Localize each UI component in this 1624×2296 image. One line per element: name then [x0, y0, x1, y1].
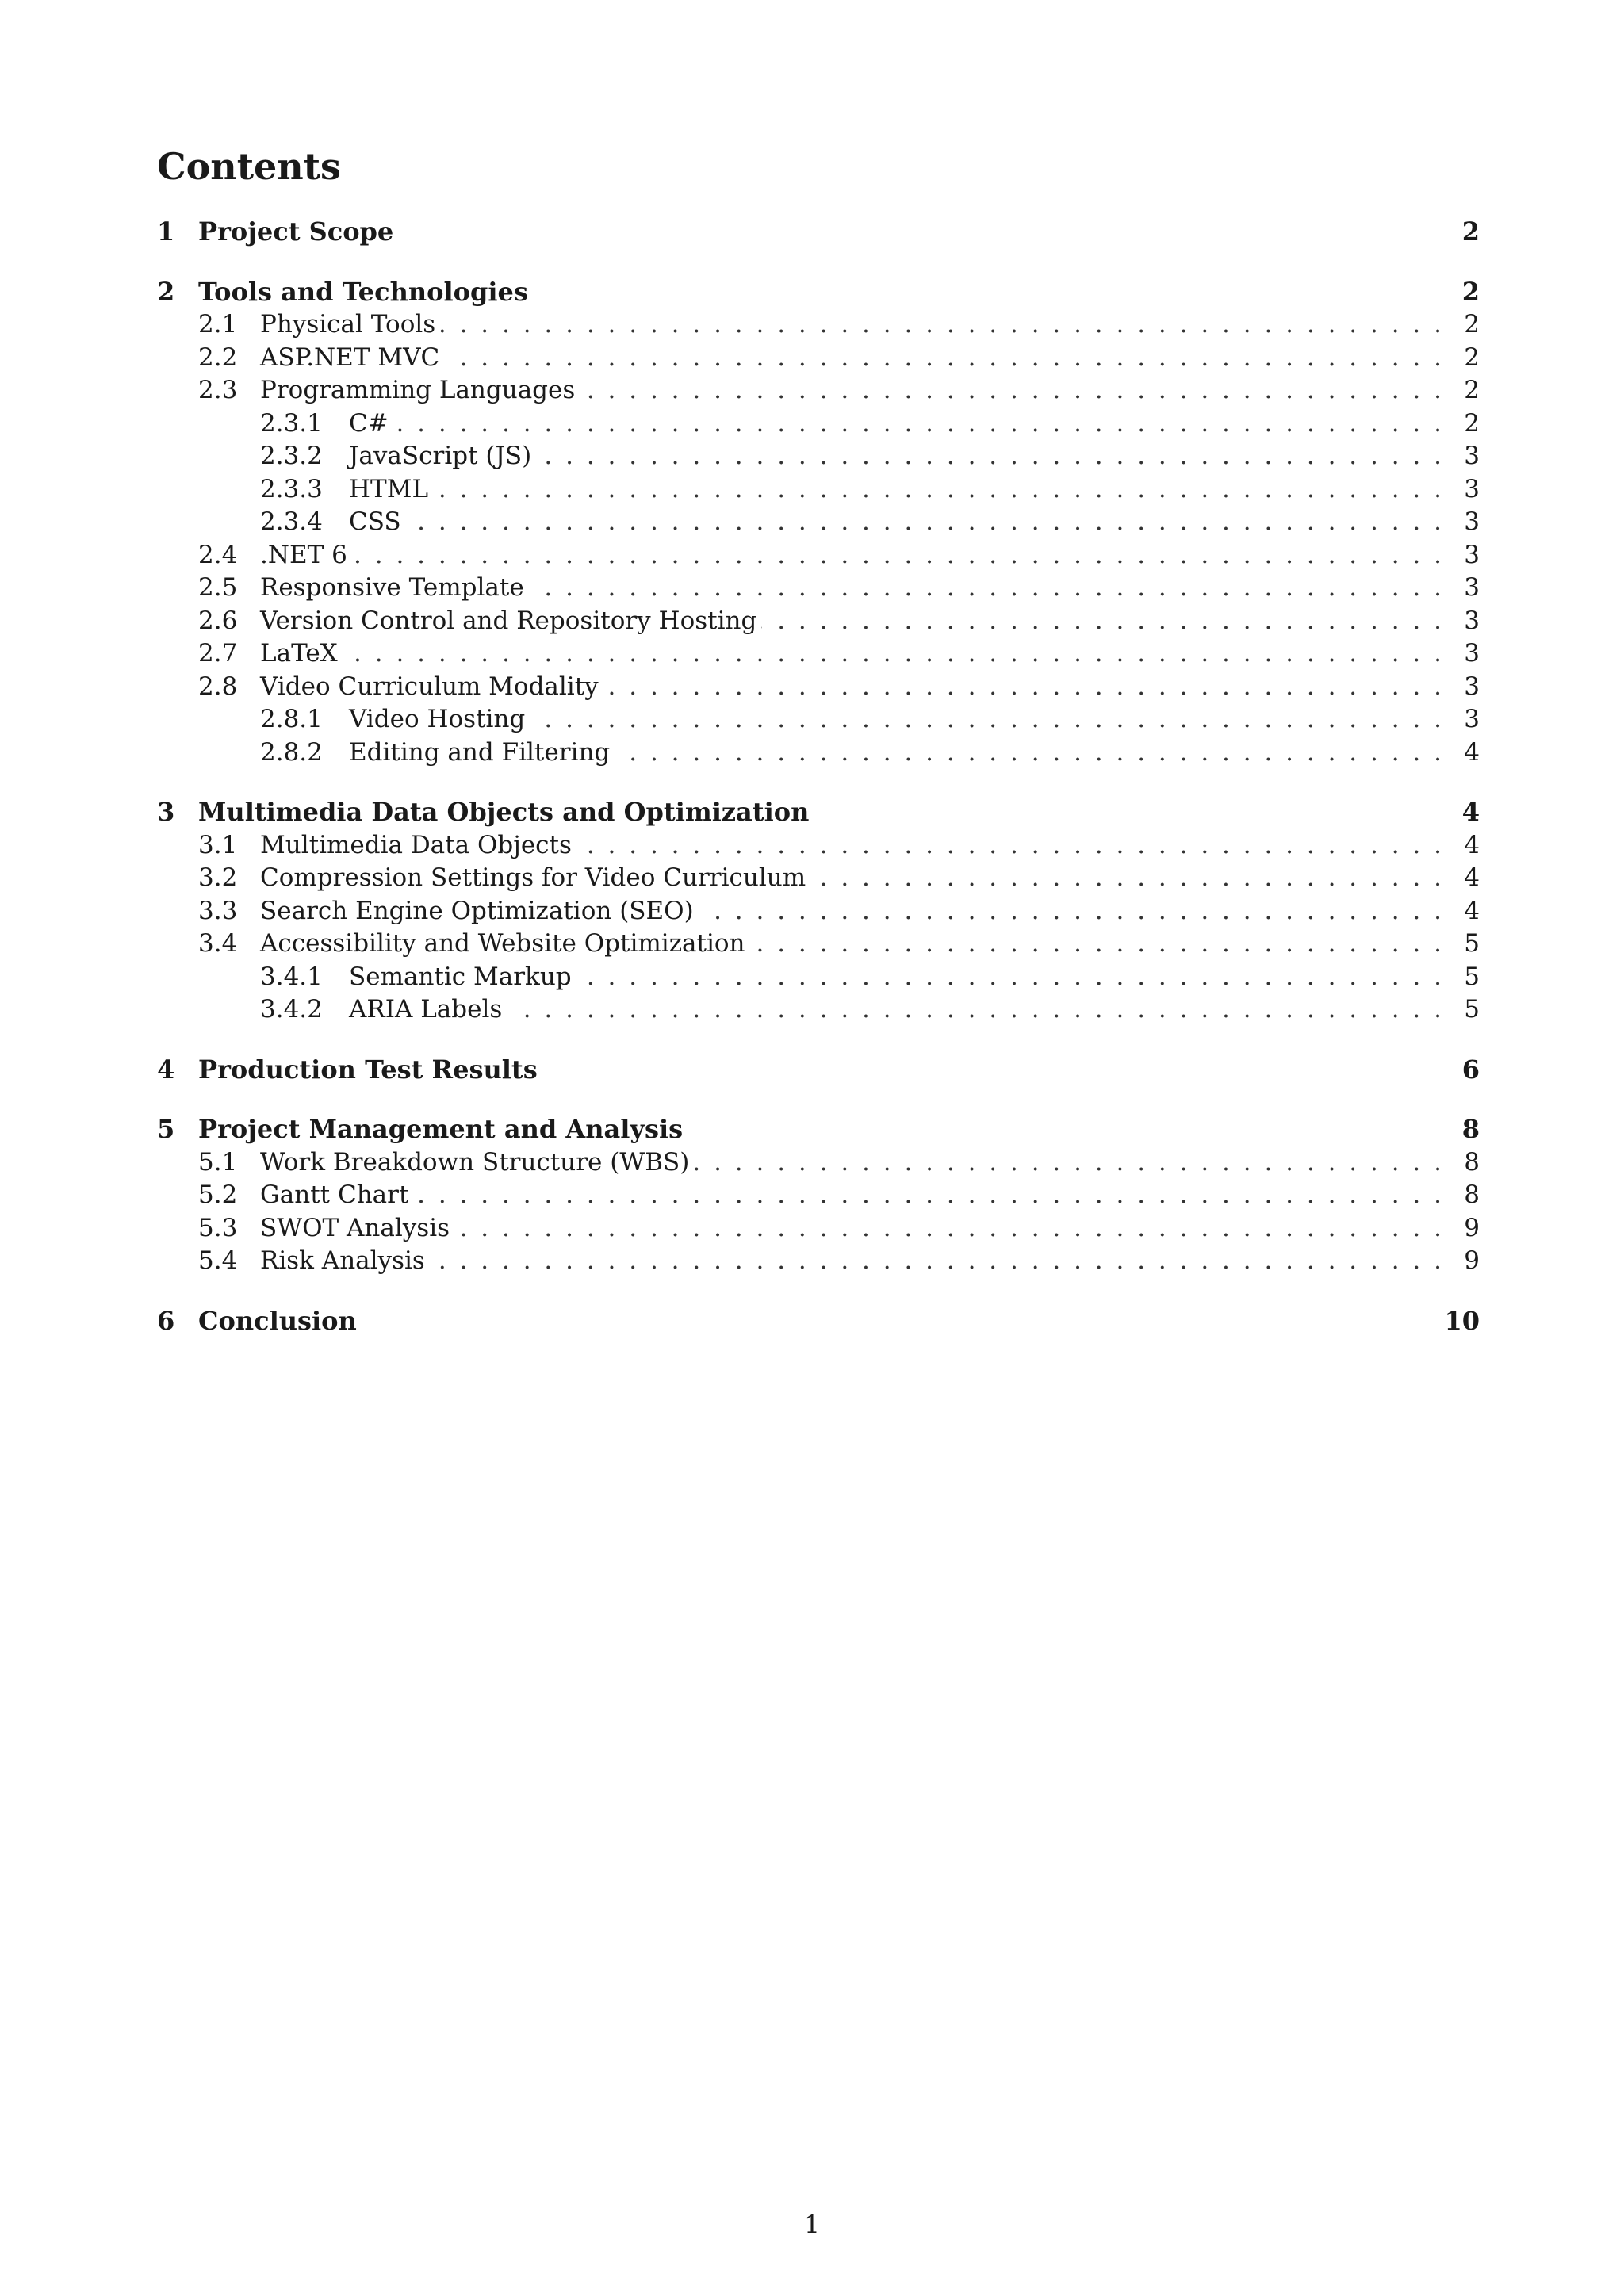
dot-leader [454, 1212, 1442, 1246]
entry-number: 5.1 [198, 1147, 238, 1177]
dot-leader [406, 506, 1442, 539]
entry-title: Video Curriculum Modality [260, 672, 599, 701]
toc-subsection-entry[interactable] [157, 308, 1480, 342]
entry-number: 3.4.1 [260, 962, 323, 991]
toc-subsection-entry[interactable] [157, 862, 1480, 895]
toc-subsection-entry[interactable] [157, 572, 1480, 605]
dot-leader [393, 408, 1442, 441]
toc-section [157, 1054, 1480, 1087]
entry-number: 2.2 [198, 342, 238, 372]
entry-page-number: 5 [1464, 962, 1480, 991]
entry-page-number: 3 [1464, 639, 1480, 668]
entry-title: Programming Languages [260, 376, 576, 404]
toc-subsection-entry[interactable] [157, 605, 1480, 638]
dot-leader [810, 862, 1442, 895]
entry-number: 5.4 [198, 1246, 238, 1275]
entry-page-number: 4 [1464, 896, 1480, 925]
entry-title: Multimedia Data Objects [260, 830, 572, 859]
toc-subsection-entry[interactable] [157, 829, 1480, 863]
toc-subsection-entry[interactable] [157, 1245, 1480, 1278]
entry-page-number: 4 [1464, 863, 1480, 892]
dot-leader [761, 605, 1442, 638]
entry-page-number: 2 [1464, 342, 1480, 372]
section-number: 2 [157, 276, 175, 307]
entry-title: Physical Tools [260, 310, 436, 339]
entry-title: CSS [349, 507, 401, 536]
toc-subsection-entry[interactable] [157, 374, 1480, 408]
toc-heading: Contents [157, 145, 341, 188]
entry-title: Search Engine Optimization (SEO) [260, 896, 694, 925]
dot-leader [576, 961, 1442, 994]
entry-title: ASP.NET MVC [260, 342, 440, 372]
entry-page-number: 2 [1464, 376, 1480, 404]
dot-leader [440, 308, 1442, 342]
entry-page-number: 3 [1464, 606, 1480, 635]
entry-number: 5.2 [198, 1181, 238, 1209]
section-page-number: 2 [1461, 216, 1480, 247]
toc-section-entry[interactable] [157, 1305, 1480, 1338]
section-number: 3 [157, 797, 175, 827]
toc-subsubsection-entry[interactable] [157, 993, 1480, 1027]
dot-leader [507, 993, 1442, 1027]
entry-number: 2.7 [198, 639, 238, 668]
entry-page-number: 4 [1464, 830, 1480, 859]
entry-page-number: 9 [1464, 1213, 1480, 1242]
entry-number: 2.3 [198, 376, 238, 404]
dot-leader [576, 829, 1442, 863]
toc-subsubsection-entry[interactable] [157, 961, 1480, 994]
section-page-number: 2 [1461, 276, 1480, 307]
dot-leader [750, 928, 1442, 961]
dot-leader [433, 473, 1442, 507]
entry-number: 2.6 [198, 606, 238, 635]
dot-leader [615, 737, 1442, 770]
toc-section-entry[interactable] [157, 1054, 1480, 1087]
section-title: Project Scope [198, 216, 394, 247]
section-title: Multimedia Data Objects and Optimization [198, 797, 810, 827]
toc-subsection-entry[interactable] [157, 928, 1480, 961]
entry-title: HTML [349, 474, 429, 503]
section-title: Conclusion [198, 1305, 357, 1336]
entry-number: 2.8.1 [260, 705, 323, 733]
dot-leader [699, 895, 1442, 928]
dot-leader [580, 374, 1442, 408]
entry-number: 2.3.4 [260, 507, 323, 536]
dot-leader [530, 703, 1442, 737]
entry-number: 2.3.2 [260, 442, 323, 470]
section-title: Project Management and Analysis [198, 1114, 684, 1144]
entry-title: Work Breakdown Structure (WBS) [260, 1147, 690, 1177]
entry-page-number: 8 [1464, 1147, 1480, 1177]
entry-title: Version Control and Repository Hosting [260, 606, 757, 635]
entry-page-number: 9 [1464, 1246, 1480, 1275]
entry-title: SWOT Analysis [260, 1213, 450, 1242]
entry-page-number: 5 [1464, 929, 1480, 958]
entry-title: Editing and Filtering [349, 737, 611, 767]
entry-title: .NET 6 [260, 540, 347, 569]
section-number: 4 [157, 1054, 175, 1085]
entry-title: Compression Settings for Video Curriculum [260, 863, 806, 892]
entry-number: 3.2 [198, 863, 238, 892]
entry-number: 2.3.3 [260, 474, 323, 503]
entry-title: Gantt Chart [260, 1181, 409, 1209]
entry-page-number: 2 [1464, 408, 1480, 438]
entry-title: Semantic Markup [349, 962, 572, 991]
toc-section [157, 796, 1480, 1027]
entry-page-number: 3 [1464, 507, 1480, 536]
section-page-number: 8 [1461, 1114, 1480, 1144]
dot-leader [430, 1245, 1442, 1278]
toc-subsection-entry[interactable] [157, 1146, 1480, 1180]
entry-title: LaTeX [260, 639, 338, 668]
entry-title: Responsive Template [260, 573, 524, 602]
entry-title: ARIA Labels [349, 995, 503, 1024]
dot-leader [603, 671, 1442, 704]
section-number: 5 [157, 1114, 175, 1144]
entry-title: Video Hosting [349, 705, 526, 733]
section-page-number: 4 [1461, 797, 1480, 827]
entry-number: 3.4 [198, 929, 238, 958]
toc-section-entry[interactable] [157, 796, 1480, 829]
dot-leader [536, 440, 1442, 473]
toc-subsubsection-entry[interactable] [157, 506, 1480, 539]
entry-number: 2.8.2 [260, 737, 323, 767]
entry-page-number: 3 [1464, 672, 1480, 701]
page-number: 1 [804, 2210, 820, 2239]
entry-page-number: 3 [1464, 442, 1480, 470]
section-page-number: 6 [1461, 1054, 1480, 1085]
section-page-number: 10 [1444, 1305, 1480, 1336]
toc-section [157, 1305, 1480, 1338]
entry-title: JavaScript (JS) [349, 442, 532, 470]
toc-section [157, 276, 1480, 770]
toc-subsubsection-entry[interactable] [157, 408, 1480, 441]
toc-section-entry[interactable] [157, 1113, 1480, 1146]
toc-subsection-entry[interactable] [157, 895, 1480, 928]
dot-leader [694, 1146, 1442, 1180]
entry-number: 2.5 [198, 573, 238, 602]
toc-subsection-entry[interactable] [157, 637, 1480, 671]
toc-section-entry[interactable] [157, 276, 1480, 309]
entry-page-number: 5 [1464, 995, 1480, 1024]
entry-page-number: 4 [1464, 737, 1480, 767]
entry-title: Risk Analysis [260, 1246, 425, 1275]
toc-subsubsection-entry[interactable] [157, 703, 1480, 737]
toc-subsection-entry[interactable] [157, 1212, 1480, 1246]
toc-section [157, 216, 1480, 249]
dot-leader [444, 342, 1442, 375]
entry-page-number: 8 [1464, 1181, 1480, 1209]
section-title: Production Test Results [198, 1054, 538, 1085]
entry-number: 2.1 [198, 310, 238, 339]
section-number: 1 [157, 216, 175, 247]
toc-subsection-entry[interactable] [157, 342, 1480, 375]
toc-subsection-entry[interactable] [157, 539, 1480, 572]
entry-number: 2.3.1 [260, 408, 323, 438]
entry-page-number: 2 [1464, 310, 1480, 339]
toc-subsection-entry[interactable] [157, 1179, 1480, 1212]
entry-number: 3.4.2 [260, 995, 323, 1024]
entry-number: 2.4 [198, 540, 238, 569]
dot-leader [343, 637, 1442, 671]
entry-title: C# [349, 408, 389, 438]
entry-title: Accessibility and Website Optimization [260, 929, 745, 958]
dot-leader [413, 1179, 1442, 1212]
entry-number: 5.3 [198, 1213, 238, 1242]
dot-leader [352, 539, 1442, 572]
toc-subsection-entry[interactable] [157, 671, 1480, 704]
entry-page-number: 3 [1464, 705, 1480, 733]
toc-subsubsection-entry[interactable] [157, 440, 1480, 473]
entry-page-number: 3 [1464, 573, 1480, 602]
entry-page-number: 3 [1464, 474, 1480, 503]
entry-number: 3.1 [198, 830, 238, 859]
section-number: 6 [157, 1305, 175, 1336]
toc-section [157, 1113, 1480, 1278]
toc-section-entry[interactable] [157, 216, 1480, 249]
toc-body [157, 216, 1480, 1337]
section-title: Tools and Technologies [198, 276, 528, 307]
toc-subsubsection-entry[interactable] [157, 737, 1480, 770]
entry-page-number: 3 [1464, 540, 1480, 569]
toc-subsubsection-entry[interactable] [157, 473, 1480, 507]
dot-leader [529, 572, 1442, 605]
entry-number: 2.8 [198, 672, 238, 701]
entry-number: 3.3 [198, 896, 238, 925]
table-of-contents [157, 143, 1480, 1337]
